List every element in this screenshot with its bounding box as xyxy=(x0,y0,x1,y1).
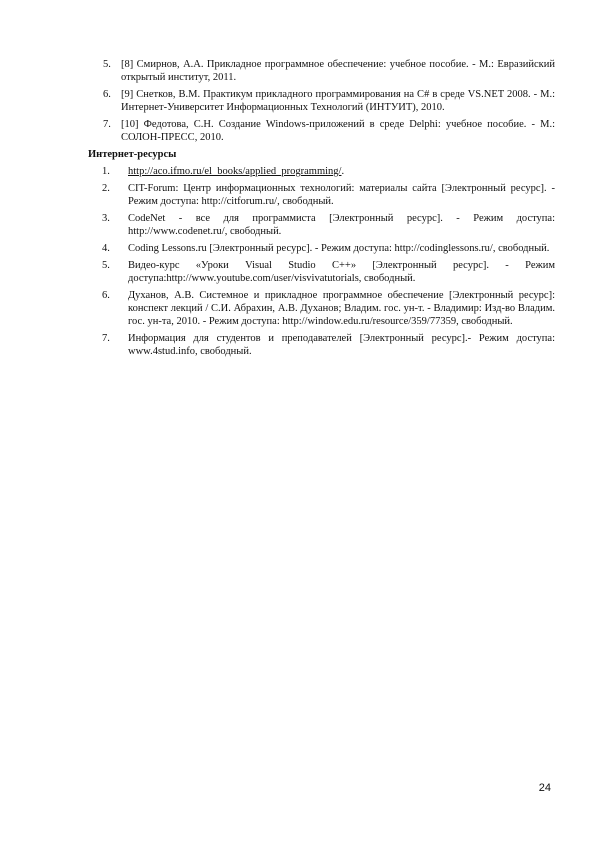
reference-item xyxy=(88,58,555,84)
resource-text: CodeNet - все для программиста [Электронный ресурс]. - Режим доступа: http://www.codenet.ru/, свободный. xyxy=(128,213,555,237)
resource-number: 7. xyxy=(102,333,110,344)
references-list xyxy=(88,58,555,144)
section-heading: Интернет-ресурсы xyxy=(88,149,177,160)
resource-number: 6. xyxy=(102,290,110,301)
resource-number: 4. xyxy=(102,243,110,254)
resource-text: Видео-курс «Уроки Visual Studio C++» [Электронный ресурс]. - Режим доступа:http://www.youtube.com/user/visvivatutorials, свободный. xyxy=(128,260,555,284)
resource-number: 3. xyxy=(102,213,110,224)
reference-text: [9] Снетков, В.М. Практикум прикладного программирования на C# в среде VS.NET 2008. - М.: Интернет-Университет Информационных Технологий (ИНТУИТ), 2010. xyxy=(121,89,555,113)
resource-number: 1. xyxy=(102,166,110,177)
reference-text: [10] Федотова, С.Н. Создание Windows-приложений в среде Delphi: учебное пособие. - М.: СОЛОН-ПРЕСС, 2010. xyxy=(121,119,555,143)
resource-item xyxy=(88,212,555,238)
references-block xyxy=(88,58,555,362)
reference-number: 7. xyxy=(103,119,111,130)
reference-text: [8] Смирнов, А.А. Прикладное программное обеспечение: учебное пособие. - М.: Евразийский открытый институт, 2011. xyxy=(121,59,555,83)
resource-number: 5. xyxy=(102,260,110,271)
resource-item xyxy=(88,165,555,178)
resource-text: CIT-Forum: Центр информационных технологий: материалы сайта [Электронный ресурс]. - Режим доступа: http://citforum.ru/, свободный. xyxy=(128,183,555,207)
resource-item xyxy=(88,289,555,328)
reference-item xyxy=(88,118,555,144)
resource-item xyxy=(88,332,555,358)
resource-item xyxy=(88,182,555,208)
page-number: 24 xyxy=(538,782,551,794)
resource-link[interactable]: http://aco.ifmo.ru/el_books/applied_programming/ xyxy=(128,166,342,177)
resource-item xyxy=(88,259,555,285)
resource-text: . xyxy=(341,166,345,177)
reference-number: 6. xyxy=(103,89,111,100)
resource-item xyxy=(88,242,555,255)
resource-text: Coding Lessons.ru [Электронный ресурс]. - Режим доступа: http://codinglessons.ru/, свободный. xyxy=(128,243,550,254)
reference-item xyxy=(88,88,555,114)
resource-text: Информация для студентов и преподавателей [Электронный ресурс].- Режим доступа: www.4stud.info, свободный. xyxy=(128,333,555,357)
internet-resources-list xyxy=(88,165,555,358)
resource-number: 2. xyxy=(102,183,110,194)
reference-number: 5. xyxy=(103,59,111,70)
resource-text: Духанов, А.В. Системное и прикладное программное обеспечение [Электронный ресурс]: конспект лекций / С.И. Абрахин, А.В. Духанов; Владим. гос. ун-т. - Владимир: Изд-во Владим. гос. ун-та, 2010. - Режим доступа: http://window.edu.ru/resource/359/77359, свободный. xyxy=(128,290,555,327)
